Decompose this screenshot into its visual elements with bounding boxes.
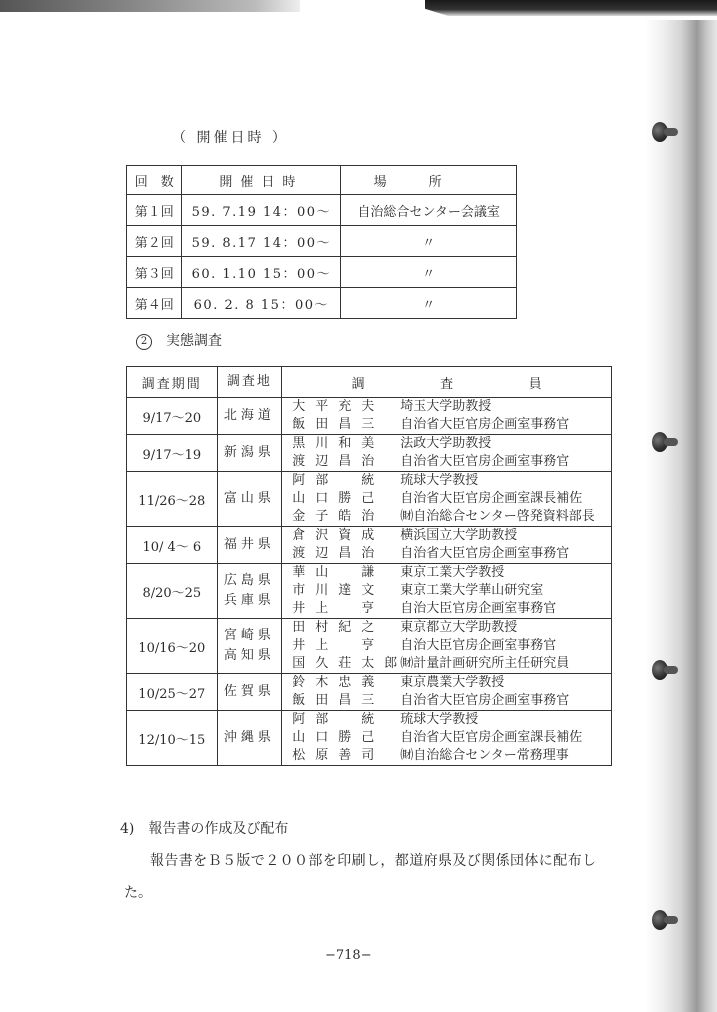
table-row (127, 398, 612, 435)
section-header: （ 開催日時 ） (172, 130, 289, 146)
table-row (127, 711, 612, 766)
survey-period: 8/20〜25 (127, 564, 218, 619)
survey-members (282, 398, 612, 435)
header-location: 調査地 (217, 367, 282, 398)
survey-period: 10/16〜20 (127, 619, 218, 674)
member-entry (292, 545, 611, 563)
member-entry (292, 398, 611, 416)
meeting-datetime: 60. 1.10 15：00〜 (182, 257, 341, 288)
member-name: 阿部 統 (292, 473, 385, 488)
survey-period: 9/17〜20 (127, 398, 218, 435)
survey-location (217, 472, 282, 527)
member-entry (292, 692, 611, 710)
body-text-line-1: 報告書をＢ５版で２００部を印刷し，都道府県及び関係団体に配布し (150, 853, 597, 869)
meeting-number: 第４回 (127, 288, 182, 319)
member-title: 東京都立大学助教授 (400, 620, 518, 635)
member-entry (292, 435, 611, 453)
member-title: 自治省大臣官房企画室事務官 (400, 454, 570, 469)
member-title: 自治大臣官房企画室事務官 (400, 638, 557, 653)
member-name: 倉沢資成 (292, 528, 385, 543)
header-count: 回 数 (127, 166, 182, 195)
member-name: 金子皓治 (292, 509, 385, 524)
header-members-c: 員 (528, 376, 542, 392)
member-entry (292, 527, 611, 545)
survey-location-name: 富山県 (223, 491, 275, 506)
section-4-heading (120, 818, 288, 838)
member-title: 東京工業大学華山研究室 (400, 583, 544, 598)
table-row (127, 226, 517, 257)
header-members-a: 調 (351, 376, 365, 392)
member-name: 市川達文 (292, 583, 385, 598)
member-name: 華山 謙 (292, 565, 385, 580)
table-row (127, 288, 517, 319)
member-title: 琉球大学教授 (400, 712, 479, 727)
table-header-row (127, 367, 612, 398)
table-row (127, 472, 612, 527)
member-name: 渡辺昌治 (292, 546, 385, 561)
meeting-number: 第３回 (127, 257, 182, 288)
circled-number: 2 (136, 334, 152, 350)
survey-location-name: 北海道 (223, 408, 275, 423)
table-row (127, 619, 612, 674)
survey-members (282, 472, 612, 527)
member-name: 松原善司 (292, 748, 385, 763)
member-name: 山口勝己 (292, 491, 385, 506)
member-name: 鈴木忠義 (292, 675, 385, 690)
survey-location (217, 619, 282, 674)
survey-location-name: 新潟県 (223, 445, 275, 460)
survey-table-body (127, 398, 612, 766)
member-name: 井上 亨 (292, 638, 385, 653)
survey-location (217, 398, 282, 435)
survey-period: 10/25〜27 (127, 674, 218, 711)
member-title: 東京農業大学教授 (400, 675, 505, 690)
member-entry (292, 564, 611, 582)
member-entry (292, 508, 611, 526)
survey-location (217, 527, 282, 564)
member-title: 琉球大学教授 (400, 473, 479, 488)
table-header-row (127, 166, 517, 195)
member-title: 埼玉大学助教授 (400, 399, 492, 414)
survey-members (282, 527, 612, 564)
header-place (341, 166, 517, 195)
survey-members (282, 711, 612, 766)
member-name: 阿部 統 (292, 712, 385, 727)
meeting-place: 〃 (341, 288, 517, 319)
member-name: 飯田昌三 (292, 417, 385, 432)
member-title: 自治省大臣官房企画室事務官 (400, 546, 570, 561)
survey-heading (136, 330, 222, 350)
survey-period: 9/17〜19 (127, 435, 218, 472)
meeting-datetime: 60. 2. 8 15：00〜 (182, 288, 341, 319)
survey-members (282, 674, 612, 711)
member-name: 山口勝己 (292, 730, 385, 745)
header-place-a: 場 (373, 174, 387, 190)
survey-members (282, 619, 612, 674)
table-row (127, 257, 517, 288)
member-entry (292, 674, 611, 692)
survey-location-name: 沖縄県 (223, 730, 275, 745)
body-text-line-2: た。 (124, 885, 152, 901)
meeting-number: 第１回 (127, 195, 182, 226)
header-period: 調査期間 (127, 367, 218, 398)
survey-location-name: 兵庫県 (223, 593, 275, 608)
member-entry (292, 711, 611, 729)
member-name: 飯田昌三 (292, 693, 385, 708)
member-entry (292, 416, 611, 434)
survey-period: 10/ 4〜 6 (127, 527, 218, 564)
table-row (127, 564, 612, 619)
member-entry (292, 619, 611, 637)
survey-period: 12/10〜15 (127, 711, 218, 766)
survey-location (217, 711, 282, 766)
survey-location-name: 佐賀県 (223, 684, 275, 699)
member-title: ㈶自治総合センター常務理事 (400, 748, 569, 763)
survey-location (217, 435, 282, 472)
member-name: 井上 亨 (292, 601, 385, 616)
member-title: 自治省大臣官房企画室事務官 (400, 693, 570, 708)
member-title: 横浜国立大学助教授 (400, 528, 518, 543)
member-title: ㈶計量計画研究所主任研究員 (400, 656, 570, 671)
header-datetime: 開催日時 (182, 166, 341, 195)
survey-location (217, 674, 282, 711)
survey-period: 11/26〜28 (127, 472, 218, 527)
header-members (282, 367, 612, 398)
member-entry (292, 490, 611, 508)
meeting-place: 〃 (341, 257, 517, 288)
member-name: 大平充夫 (292, 399, 385, 414)
section-4-number: 4) (120, 821, 135, 837)
header-place-b: 所 (428, 174, 442, 190)
member-name: 国久荘太郎 (292, 656, 408, 671)
member-title: 自治省大臣官房企画室課長補佐 (400, 491, 583, 506)
member-name: 渡辺昌治 (292, 454, 385, 469)
member-name: 田村紀之 (292, 620, 385, 635)
member-title: 法政大学助教授 (400, 436, 492, 451)
meeting-place: 自治総合センター会議室 (341, 195, 517, 226)
member-entry (292, 655, 611, 673)
member-title: 自治大臣官房企画室事務官 (400, 601, 557, 616)
member-name: 黒川和美 (292, 436, 385, 451)
member-entry (292, 637, 611, 655)
table-row (127, 195, 517, 226)
schedule-table (126, 165, 517, 319)
member-entry (292, 600, 611, 618)
meeting-datetime: 59. 8.17 14：00〜 (182, 226, 341, 257)
member-entry (292, 582, 611, 600)
meeting-datetime: 59. 7.19 14：00〜 (182, 195, 341, 226)
survey-heading-text: 実態調査 (166, 333, 222, 349)
survey-location (217, 564, 282, 619)
section-4-title: 報告書の作成及び配布 (148, 821, 289, 837)
member-entry (292, 747, 611, 765)
member-title: 自治省大臣官房企画室事務官 (400, 417, 570, 432)
table-row (127, 527, 612, 564)
member-title: ㈶自治総合センター啓発資料部長 (400, 509, 595, 524)
survey-location-name: 福井県 (223, 537, 275, 552)
member-title: 自治省大臣官房企画室課長補佐 (400, 730, 583, 745)
page-number: −718− (325, 948, 372, 963)
survey-table (126, 366, 612, 766)
survey-location-name: 宮崎県 (223, 628, 275, 643)
member-entry (292, 472, 611, 490)
member-entry (292, 729, 611, 747)
meeting-place: 〃 (341, 226, 517, 257)
survey-members (282, 564, 612, 619)
member-entry (292, 453, 611, 471)
meeting-number: 第２回 (127, 226, 182, 257)
survey-location-name: 高知県 (223, 648, 275, 663)
table-row (127, 674, 612, 711)
survey-location-name: 広島県 (223, 573, 275, 588)
member-title: 東京工業大学教授 (400, 565, 505, 580)
survey-members (282, 435, 612, 472)
header-members-b: 査 (440, 376, 454, 392)
table-row (127, 435, 612, 472)
